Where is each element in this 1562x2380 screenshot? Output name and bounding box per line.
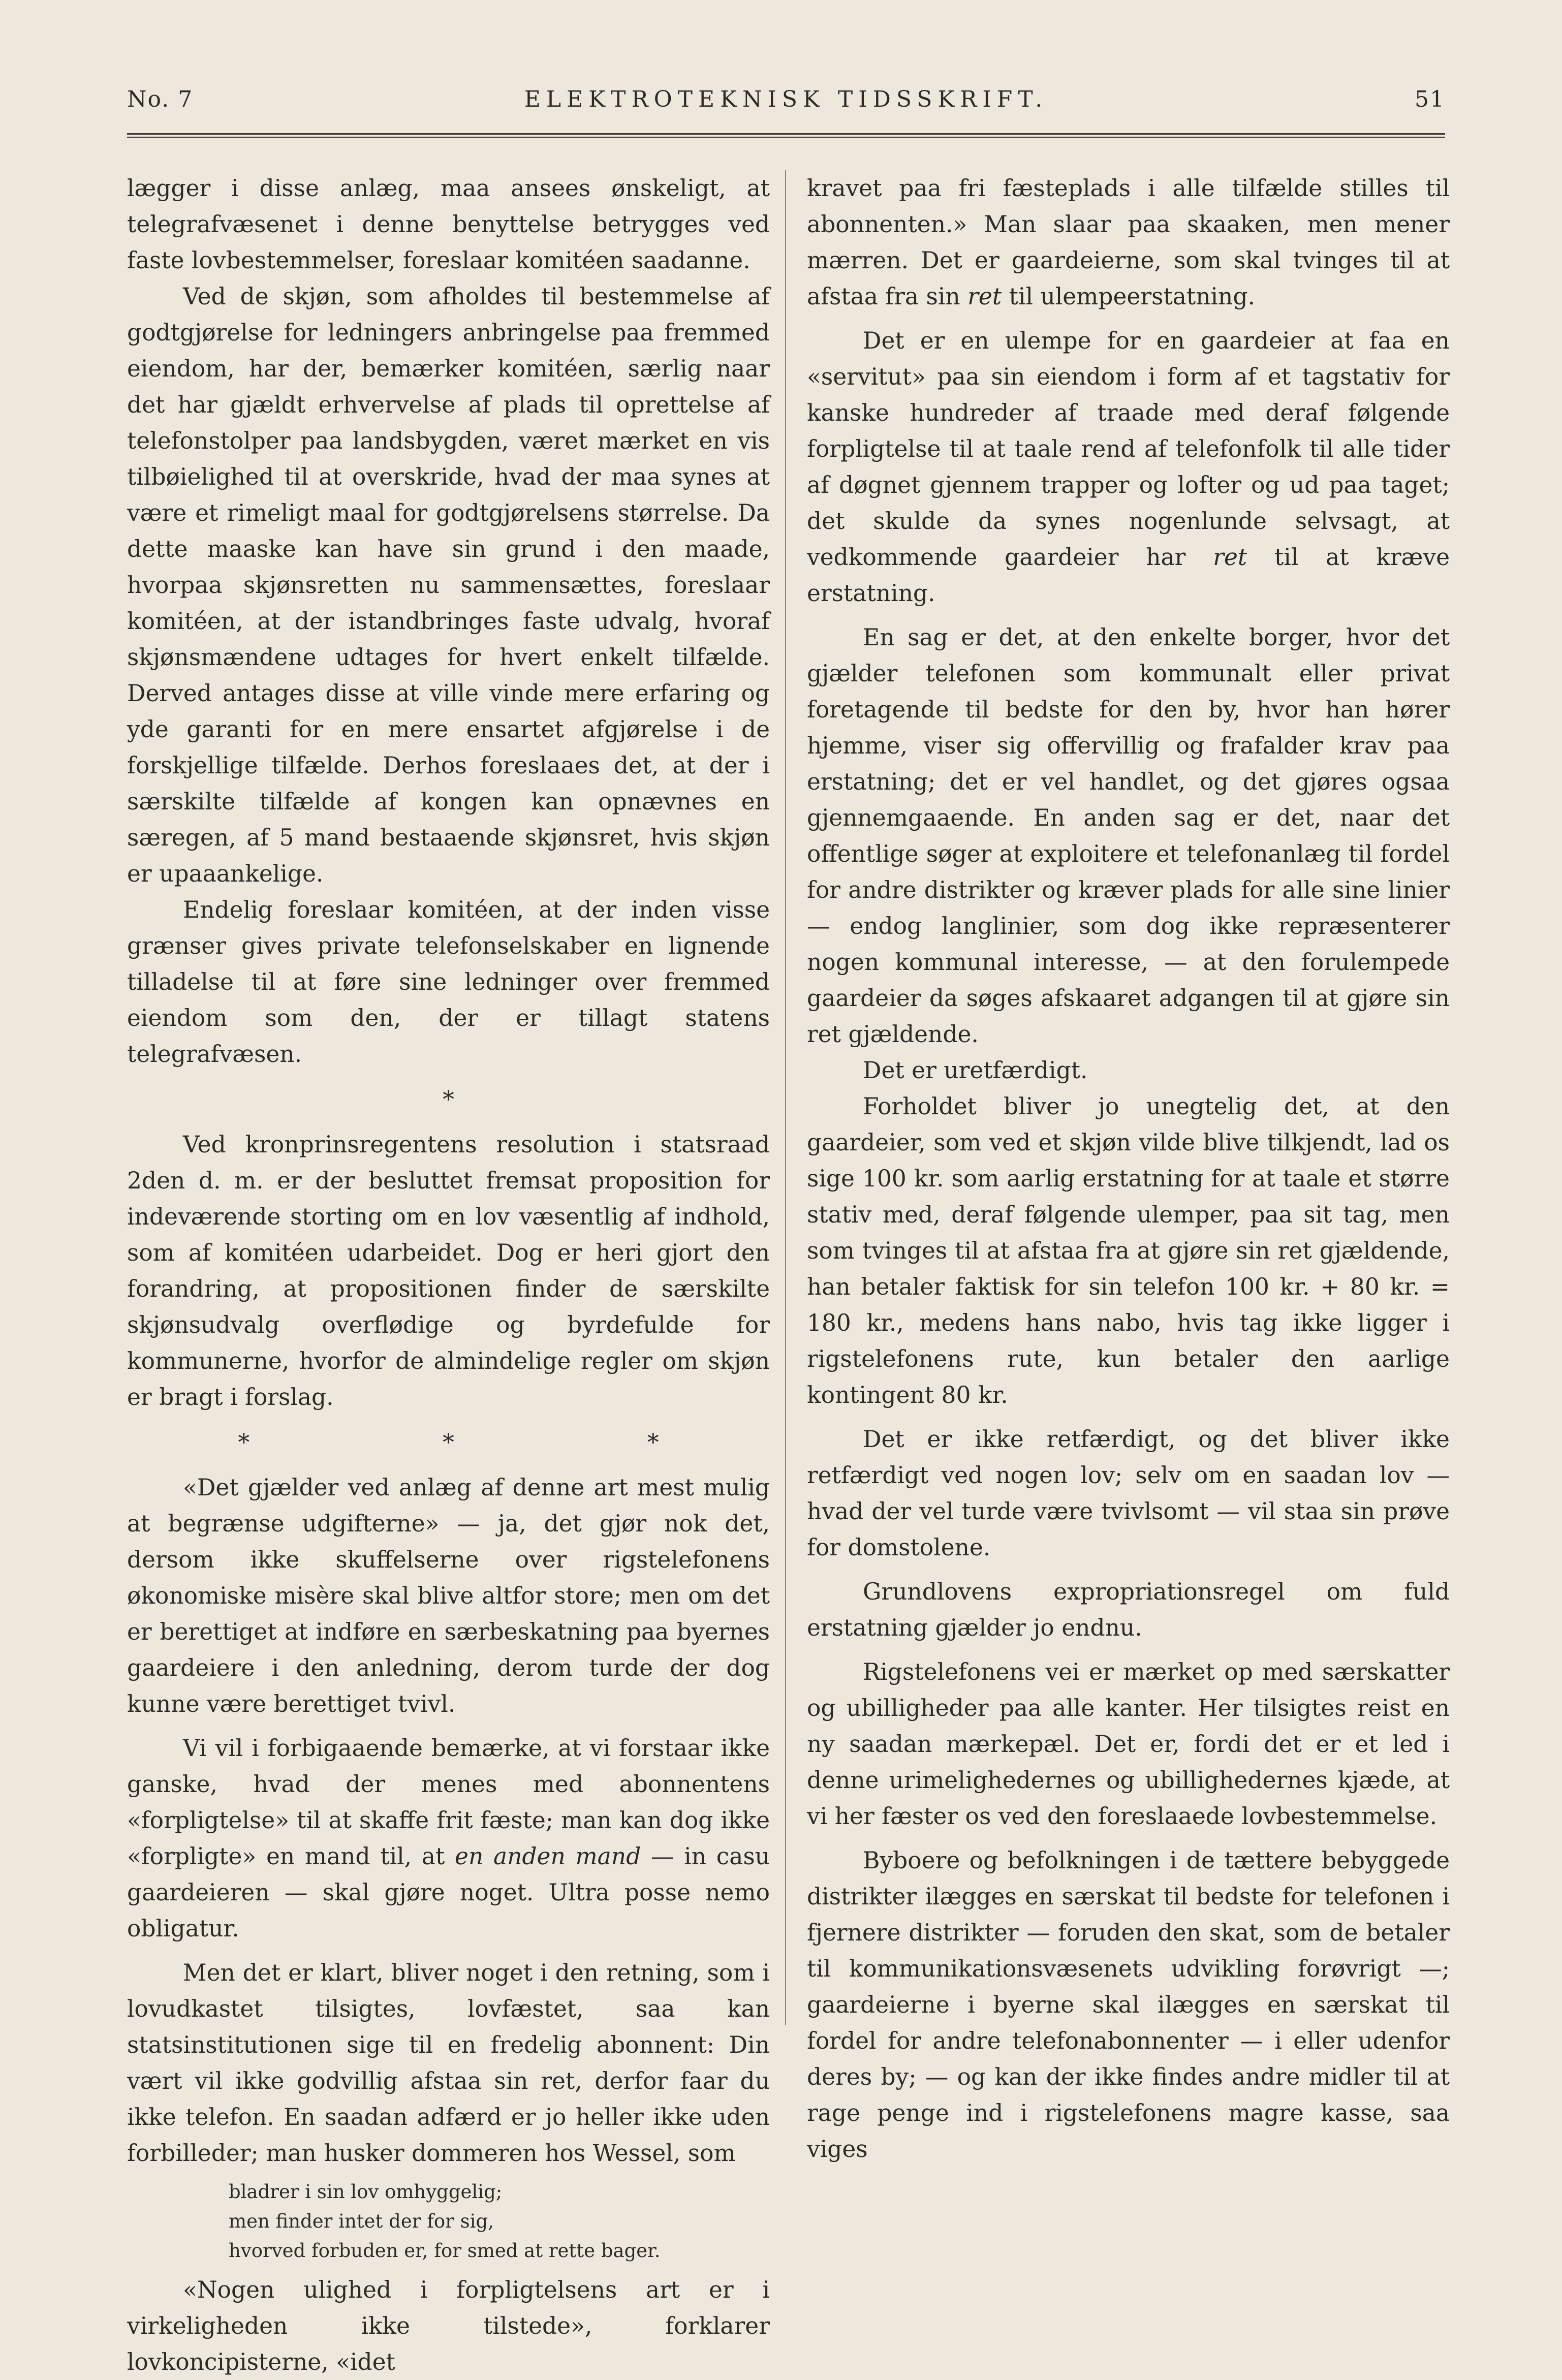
italic-word: ret [967,283,1002,310]
text-run: Vi vil i forbigaaende bemærke, at vi forstaar ikke ganske, hvad der menes med abonnentens «forpligtelse» til at skaffe frit fæste; man kan dog ikke «forpligte» en mand til, at [127,1735,770,1870]
paragraph: «Nogen ulighed i forpligtelsens art er i virkeligheden ikke tilstede», forklarer lovkoncipisterne, «idet [127,2276,770,2375]
asterisk: * [443,1429,454,1456]
header-rule [127,133,1445,138]
text-run: til ulempeerstatning. [1002,283,1255,310]
section-asterisk: * [443,1086,454,1113]
paragraph [127,1730,770,1947]
text-run: kravet paa fri fæsteplads i alle tilfælde stilles til abonnenten.» Man slaar paa skaaken, men mener mærren. Det er gaardeierne, som skal tvinges til at afstaa fra sin [807,175,1450,310]
paragraph: Grundlovens expropriationsregel om fuld erstatning gjælder jo endnu. [807,1578,1450,1641]
page-number: 51 [1415,86,1445,112]
running-head [127,86,1445,122]
verse-line: men finder intet der for sig, [229,2210,494,2232]
paragraph: Endelig foreslaar komitéen, at der inden visse grænser gives private telefonselskaber en lignende tilladelse til at føre sine ledninger over fremmed eiendom som den, der er tillagt statens telegrafvæsen. [127,896,770,1068]
right-column [807,170,1450,2167]
paragraph: Ved kronprinsregentens resolution i statsraad 2den d. m. er der besluttet fremsat proposition for indeværende storting om en lov væsentlig af indhold, som af komitéen udarbeidet. Dog er heri gjort den forandring, at propositionen finder de særskilte skjønsudvalg overflødige og byrdefulde for kommunerne, hvorfor de almindelige regler om skjøn er bragt i forslag. [127,1131,770,1411]
paragraph: En sag er det, at den enkelte borger, hvor det gjælder telefonen som kommunalt eller privat foretagende til bedste for den by, hvor han hører hjemme, viser sig offervillig og frafalder krav paa erstatning; det er vel handlet, og det gjøres ogsaa gjennemgaaende. En anden sag er det, naar det offentlige søger at exploitere et telefonanlæg til fordel for andre distrikter og kræver plads for alle sine linier — endog langlinier, som dog ikke repræsenterer nogen kommunal interesse, — at den forulempede gaardeier da søges afskaaret adgangen til at gjøre sin ret gjældende. [807,624,1450,1048]
verse-quote [229,2177,770,2266]
paragraph: Forholdet bliver jo unegtelig det, at den gaardeier, som ved et skjøn vilde blive tilkjendt, lad os sige 100 kr. som aarlig erstatning for at taale et større stativ med, deraf følgende ulemper, paa sit tag, men som tvinges til at afstaa fra at gjøre sin ret gjældende, han betaler faktisk for sin telefon 100 kr. + 80 kr. = 180 kr., medens hans nabo, hvis tag ikke ligger i rigstelefonens rute, kun betaler den aarlige kontingent 80 kr. [807,1093,1450,1408]
column-divider [785,170,786,2025]
text-run: Det er en ulempe for en gaardeier at faa en «servitut» paa sin eiendom i form af et tagstativ for kanske hundreder af traade med deraf følgende forpligtelse til at taale rend af telefonfolk til alle tider af døgnet gjennem trapper og lofter og ud paa taget; det skulde da synes nogenlunde selvsagt, at vedkommende gaardeier har [807,327,1450,571]
asterisk: * [647,1429,659,1456]
journal-title: ELEKTROTEKNISK TIDSSKRIFT. [524,86,1048,112]
paragraph: Rigstelefonens vei er mærket op med særskatter og ubilligheder paa alle kanter. Her tilsigtes reist en ny saadan mærkepæl. Det er, fordi det er et led i denne urimelighedernes og ubillighedernes kjæde, at vi her fæster os ved den foreslaaede lovbestemmelse. [807,1658,1450,1830]
paragraph: lægger i disse anlæg, maa ansees ønskeligt, at telegrafvæsenet i denne benyttelse betrygges ved faste lovbestemmelser, foreslaar komitéen saadanne. [127,175,770,274]
paragraph [807,323,1450,611]
text-run: — in casu gaardeieren — skal gjøre noget. Ultra posse nemo obligatur. [127,1843,770,1942]
paragraph: Det er ikke retfærdigt, og det bliver ikke retfærdigt ved nogen lov; selv om en saadan lov — hvad der vel turde være tvivlsomt — vil staa sin prøve for domstolene. [807,1426,1450,1561]
section-asterism [127,1424,770,1460]
verse-line: hvorved forbuden er, for smed at rette bager. [229,2240,661,2262]
paragraph: Men det er klart, bliver noget i den retning, som i lovudkastet tilsigtes, lovfæstet, saa kan statsinstitutionen sige til en fredelig abonnent: Din vært vil ikke godvillig afstaa sin ret, derfor faar du ikke telefon. En saadan adfærd er jo heller ikke uden forbilleder; man husker dommeren hos Wessel, som [127,1959,770,2167]
paragraph: «Det gjælder ved anlæg af denne art mest mulig at begrænse udgifterne» — ja, det gjør nok det, dersom ikke skuffelserne over rigstelefonens økonomiske misère skal blive altfor store; men om det er berettiget at indføre en særbeskatning paa byernes gaardeiere i den anledning, derom turde der dog kunne være berettiget tvivl. [127,1474,770,1717]
paragraph: Byboere og befolkningen i de tættere bebyggede distrikter ilægges en særskat til bedste for telefonen i fjernere distrikter — foruden den skat, som de betaler til kommunikationsvæsenets udvikling forøvrigt —; gaardeierne i byerne skal ilægges en særskat til fordel for andre telefonabonnenter — i eller udenfor deres by; — og kan der ikke findes andre midler til at rage penge ind i rigstelefonens magre kasse, saa viges [807,1847,1450,2163]
issue-number: No. 7 [127,86,194,112]
verse-line: bladrer i sin lov omhyggelig; [229,2181,503,2203]
paragraph: Ved de skjøn, som afholdes til bestemmelse af godtgjørelse for ledningers anbringelse paa fremmed eiendom, har der, bemærker komitéen, særlig naar det har gjældt erhvervelse af plads til oprettelse af telefonstolper paa landsbygden, været mærket en vis tilbøielighed til at overskride, hvad der maa synes at være et rimeligt maal for godtgjørelsens størrelse. Da dette maaske kan have sin grund i den maade, hvorpaa skjønsretten nu sammensættes, foreslaar komitéen, at der istandbringes faste udvalg, hvoraf skjønsmændene udtages for hvert enkelt tilfælde. Derved antages disse at ville vinde mere erfaring og yde garanti for en mere ensartet afgjørelse i de forskjellige tilfælde. Derhos foreslaaes det, at der i særskilte tilfælde af kongen kan opnævnes en særegen, af 5 mand bestaaende skjønsret, hvis skjøn er upaaankelige. [127,283,770,887]
italic-word: ret [1213,544,1247,571]
left-column [127,170,770,2380]
paragraph [807,170,1450,315]
paragraph: Det er uretfærdigt. [863,1057,1088,1084]
text-run: til at kræve erstatning. [807,544,1450,607]
italic-phrase: en anden mand [455,1843,641,1870]
asterisk: * [238,1429,250,1456]
